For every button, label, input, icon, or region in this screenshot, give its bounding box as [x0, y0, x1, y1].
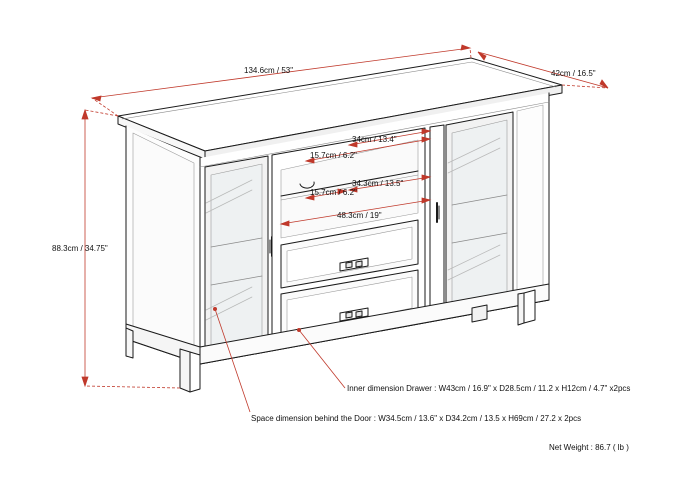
- dimension-upper-gap: 15.7cm / 6.2": [310, 151, 357, 160]
- right-glass-door: [430, 105, 543, 318]
- left-glass-door: [205, 156, 272, 358]
- note-door-space-dimension: Space dimension behind the Door : W34.5cm / 13.6" x D34.2cm / 13.5 x H69cm / 27.2 x 2pcs: [251, 414, 582, 423]
- dimension-depth: 42cm / 16.5": [551, 69, 596, 78]
- left-side-panel: [133, 133, 194, 352]
- note-drawer-dimension: Inner dimension Drawer : W43cm / 16.9" x D28.5cm / 11.2 x H12cm / 4.7" x2pcs: [347, 384, 631, 393]
- dimension-height: 88.3cm / 34.75": [52, 244, 108, 253]
- dimension-width: 134.6cm / 53": [244, 66, 294, 75]
- note-net-weight: Net Weight : 86.7 ( lb ): [549, 443, 629, 452]
- dimension-shelf-width: 34cm / 13.4": [352, 135, 397, 144]
- dimension-mid-gap: 15.7cm / 6.2": [310, 188, 357, 197]
- dimension-opening-width: 48.3cm / 19": [337, 211, 382, 220]
- dimension-mid-width: 34.3cm / 13.5": [352, 179, 404, 188]
